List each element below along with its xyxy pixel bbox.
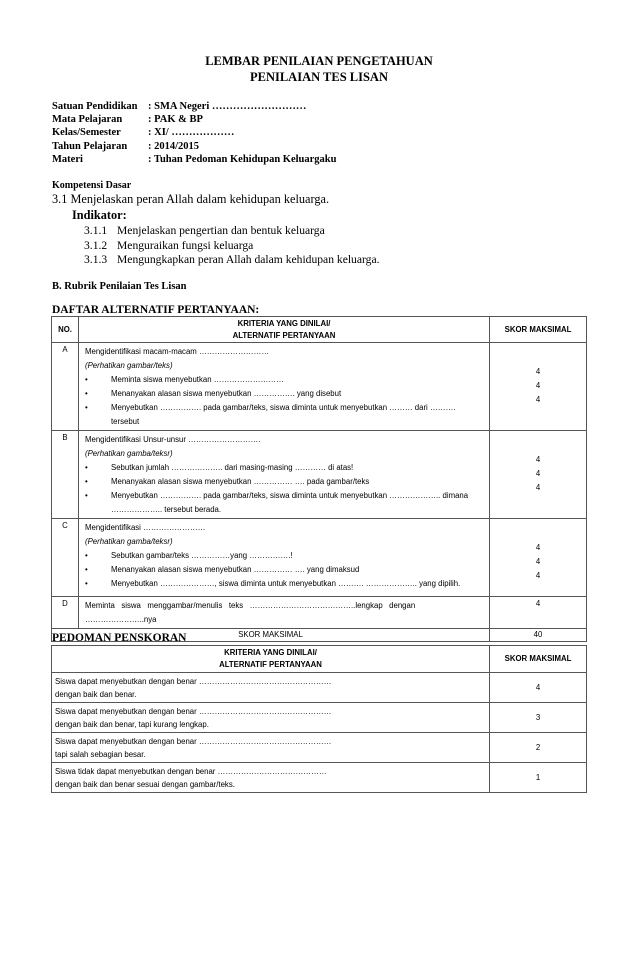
indikator-text: Menjelaskan pengertian dan bentuk keluarga <box>117 224 325 237</box>
bullet-icon: • <box>85 403 88 412</box>
table-row <box>52 431 587 519</box>
table-row <box>52 343 587 431</box>
score-value: 4 <box>535 557 541 566</box>
document-title-line2: PENILAIAN TES LISAN <box>249 70 388 84</box>
score-value: 2 <box>490 733 587 763</box>
scoring-guide-table <box>51 645 587 793</box>
meta-row <box>52 113 336 126</box>
list-item <box>85 387 485 401</box>
meta-row <box>52 126 336 139</box>
bullet-icon: • <box>85 389 88 398</box>
list-item <box>85 489 485 517</box>
bullet-icon: • <box>85 491 88 500</box>
row-criteria <box>79 519 490 597</box>
criteria-line2: dengan baik dan benar. <box>55 690 137 699</box>
meta-row <box>52 140 336 153</box>
row-sub: (Perhatikan gamba/teksr) <box>85 537 173 546</box>
row-scores <box>490 343 587 431</box>
question-table <box>51 316 587 642</box>
daftar-title: DAFTAR ALTERNATIF PERTANYAAN: <box>52 304 260 316</box>
meta-value: : 2014/2015 <box>148 140 200 152</box>
score-value: 4 <box>535 367 541 376</box>
total-label: SKOR MAKSIMAL <box>52 629 490 642</box>
table-row <box>52 519 587 597</box>
table-row <box>52 763 587 793</box>
bullet-text: Menanyakan alasan siswa menyebutkan …………… …. pada gambar/teks <box>111 477 370 486</box>
table-row <box>52 597 587 629</box>
header-criteria-line1: KRITERIA YANG DINILAI/ <box>224 648 317 657</box>
criteria-cell <box>52 673 490 703</box>
score-value: 1 <box>490 763 587 793</box>
table-row <box>52 733 587 763</box>
row-number: B <box>52 431 79 519</box>
list-item <box>85 563 485 577</box>
document-title-line1: LEMBAR PENILAIAN PENGETAHUAN <box>205 54 433 68</box>
indikator-list <box>84 224 380 268</box>
indikator-number: 3.1.2 <box>84 238 108 252</box>
table-header-row <box>52 646 587 673</box>
table-row <box>52 673 587 703</box>
meta-label: Mata Pelajaran <box>52 114 123 126</box>
indikator-text: Mengungkapkan peran Allah dalam kehidupan keluarga. <box>117 253 380 267</box>
meta-row <box>52 100 336 113</box>
header-criteria-line2: ALTERNATIF PERTANYAAN <box>219 660 322 669</box>
bullet-icon: • <box>85 565 88 574</box>
row-sub: (Perhatikan gamba/teksr) <box>85 449 173 458</box>
header-skor: SKOR MAKSIMAL <box>490 317 587 343</box>
header-criteria <box>52 646 490 673</box>
header-criteria <box>79 317 490 343</box>
criteria-line1: Siswa dapat menyebutkan dengan benar …………………………………………… <box>55 707 332 716</box>
meta-label: Kelas/Semester <box>52 127 121 139</box>
row-lead: Mengidentifikasi Unsur-unsur ………………………. <box>85 435 261 444</box>
indikator-item <box>84 224 380 239</box>
bullet-text: Menyebutkan ……………. pada gambar/teks, siswa diminta untuk menyebutkan ……………….. dimana ……………….. tersebut berada. <box>111 491 469 514</box>
indikator-number: 3.1.3 <box>84 253 108 267</box>
list-item <box>85 373 485 387</box>
row-d-line2: …………………..nya <box>85 615 157 624</box>
criteria-line1: Siswa dapat menyebutkan dengan benar …………………………………………… <box>55 737 332 746</box>
score-value: 4 <box>490 597 587 629</box>
meta-value: : Tuhan Pedoman Kehidupan Keluargaku <box>148 153 337 165</box>
criteria-line2: dengan baik dan benar sesuai dengan gambar/teks. <box>55 780 235 789</box>
row-lead: Mengidentifikasi macam-macam ……………………… <box>85 347 270 356</box>
score-value: 3 <box>490 703 587 733</box>
row-scores <box>490 431 587 519</box>
row-sub: (Perhatikan gambar/teks) <box>85 361 173 370</box>
row-number: D <box>52 597 79 629</box>
row-number: A <box>52 343 79 431</box>
indikator-item <box>84 253 380 268</box>
bullet-text: Menanyakan alasan siswa menyebutkan ……………. yang disebut <box>111 389 342 398</box>
header-skor: SKOR MAKSIMAL <box>490 646 587 673</box>
list-item <box>85 461 485 475</box>
bullet-text: Meminta siswa menyebutkan ……………………… <box>111 375 284 384</box>
indikator-number: 3.1.1 <box>84 224 108 237</box>
criteria-line1: Siswa dapat menyebutkan dengan benar …………………………………………… <box>55 677 332 686</box>
list-item <box>85 401 485 429</box>
criteria-cell <box>52 703 490 733</box>
score-value: 4 <box>535 571 541 580</box>
row-criteria <box>79 343 490 431</box>
score-value: 4 <box>535 455 541 464</box>
bullet-text: Sebutkan gambar/teks ……………yang …………….! <box>111 551 293 560</box>
kompetensi-text: 3.1 Menjelaskan peran Allah dalam kehidupan keluarga. <box>52 192 330 206</box>
criteria-line1: Siswa tidak dapat menyebutkan dengan benar …………………………………… <box>55 767 327 776</box>
bullet-icon: • <box>85 477 88 486</box>
meta-label: Tahun Pelajaran <box>52 140 128 152</box>
score-value: 4 <box>535 469 541 478</box>
indikator-text: Menguraikan fungsi keluarga <box>117 238 254 252</box>
list-item <box>85 475 485 489</box>
header-criteria-line2: ALTERNATIF PERTANYAAN <box>232 330 336 340</box>
bullet-text: Sebutkan jumlah ……………….. dari masing-masing ………… di atas! <box>111 463 354 472</box>
rubrik-title: B. Rubrik Penilaian Tes Lisan <box>52 281 187 292</box>
row-lead: Mengidentifikasi …………………… <box>85 523 206 532</box>
bullet-text: Menyebutkan …………………, siswa diminta untuk menyebutkan ………. ……………….. yang dipilih. <box>111 579 461 588</box>
bullet-icon: • <box>85 579 88 588</box>
score-value: 4 <box>535 543 541 552</box>
score-value: 4 <box>535 381 541 390</box>
score-value: 4 <box>535 395 541 404</box>
list-item <box>85 577 485 591</box>
total-value: 40 <box>490 629 587 642</box>
indikator-title: Indikator: <box>72 208 127 222</box>
row-criteria <box>79 431 490 519</box>
row-scores <box>490 519 587 597</box>
meta-value: : PAK & BP <box>148 114 203 126</box>
score-value: 4 <box>490 673 587 703</box>
meta-row <box>52 153 336 166</box>
bullet-text: Menanyakan alasan siswa menyebutkan …………… …. yang dimaksud <box>111 565 360 574</box>
meta-value: : SMA Negeri ……………………… <box>148 101 307 112</box>
table-header-row <box>52 317 587 343</box>
indikator-item <box>84 239 380 254</box>
row-d-line1: Meminta siswa menggambar/menulis teks …………………………………..lengkap dengan <box>85 601 416 610</box>
header-no: NO. <box>52 317 79 343</box>
header-criteria-line1: KRITERIA YANG DINILAI/ <box>237 318 331 328</box>
criteria-line2: dengan baik dan benar, tapi kurang lengkap. <box>55 720 209 729</box>
row-criteria <box>79 597 490 629</box>
row-number: C <box>52 519 79 597</box>
score-value: 4 <box>535 483 541 492</box>
list-item <box>85 549 485 563</box>
pedoman-title: PEDOMAN PENSKORAN <box>52 632 187 644</box>
criteria-line2: tapi salah sebagian besar. <box>55 750 146 759</box>
meta-value: : XI/ ……………… <box>148 127 235 139</box>
bullet-icon: • <box>85 463 88 472</box>
meta-label: Satuan Pendidikan <box>52 101 138 112</box>
bullet-text: Menyebutkan ……………. pada gambar/teks, siswa diminta untuk menyebutkan ……… dari ………. tersebut <box>111 403 456 426</box>
bullet-icon: • <box>85 551 88 560</box>
criteria-cell <box>52 763 490 793</box>
meta-label: Materi <box>52 153 83 165</box>
bullet-icon: • <box>85 375 88 384</box>
kompetensi-title: Kompetensi Dasar <box>52 180 132 191</box>
criteria-cell <box>52 733 490 763</box>
identity-block <box>52 100 336 166</box>
table-row <box>52 703 587 733</box>
